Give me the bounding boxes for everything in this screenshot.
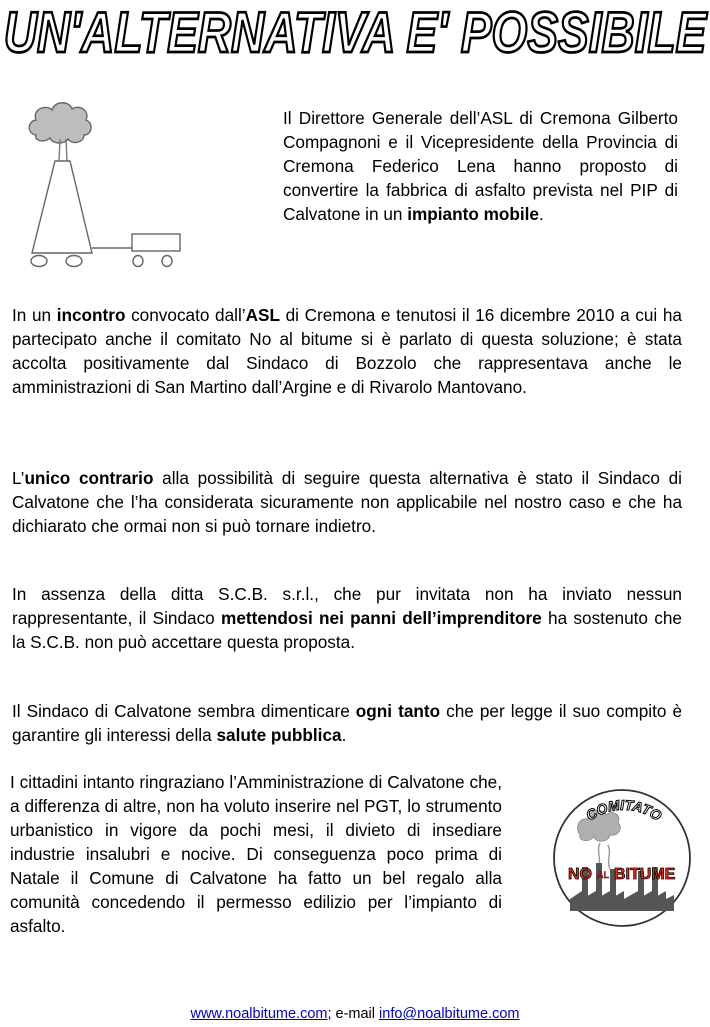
- factory-smoke-tree-truck-icon: [22, 95, 192, 275]
- scb-paragraph: In assenza della ditta S.C.B. s.r.l., che pur invitata non ha inviato nessun rappresentante, il Sindaco mettendosi nei panni dell’imprenditore ha sostenuto che la S.C.B. non può accettare questa proposta.: [12, 584, 682, 652]
- intro-paragraph: Il Direttore Generale dell’ASL di Cremona Gilberto Compagnoni e il Vicepresidente della Provincia di Cremona Federico Lena hanno proposto di convertire la fabbrica di asfalto prevista nel PIP di Calvatone in un impianto mobile.: [283, 108, 678, 224]
- website-link[interactable]: www.noalbitume.com: [190, 1006, 328, 1022]
- email-link[interactable]: info@noalbitume.com: [379, 1006, 520, 1022]
- opposition-paragraph: L’unico contrario alla possibilità di seguire questa alternativa è stato il Sindaco di Calvatone che l’ha considerata sicuramente non applicabile nel nostro caso e che ha dichiarato che ormai non si può tornare indietro.: [12, 468, 682, 536]
- meeting-paragraph: In un incontro convocato dall’ASL di Cremona e tenutosi il 16 dicembre 2010 a cui ha partecipato anche il comitato No al bitume si è parlato di questa soluzione; è stata accolta positivamente dal Sindaco di Bozzolo che rappresentava anche le amministrazioni di San Martino dall’Argine e di Rivarolo Mantovano.: [12, 305, 682, 397]
- page-title: UN'ALTERNATIVA E' POSSIBILE: [3, 0, 707, 65]
- comitato-no-al-bitume-logo: [552, 787, 692, 929]
- logo-bitume-text: BITUME: [614, 866, 676, 883]
- public-health-paragraph: Il Sindaco di Calvatone sembra dimenticare ogni tanto che per legge il suo compito è garantire gli interessi della salute pubblica.: [12, 701, 682, 745]
- logo-no-text: NO: [568, 866, 592, 883]
- logo-comitato-text: COMITATO: [582, 796, 665, 824]
- citizens-paragraph: I cittadini intanto ringraziano l’Amministrazione di Calvatone che, a differenza di altre, non ha voluto inserire nel PGT, lo strumento urbanistico in vigore da pochi mesi, il divieto di insediare industrie insalubri e nocive. Di conseguenza poco prima di Natale il Comune di Calvatone ha fatto un bel regalo alla comunità concedendo il permesso edilizio per l’impianto di asfalto.: [10, 772, 502, 936]
- footer-contacts: www.noalbitume.com; e-mail info@noalbitume.com: [190, 1006, 520, 1022]
- logo-al-text: AL: [597, 870, 609, 880]
